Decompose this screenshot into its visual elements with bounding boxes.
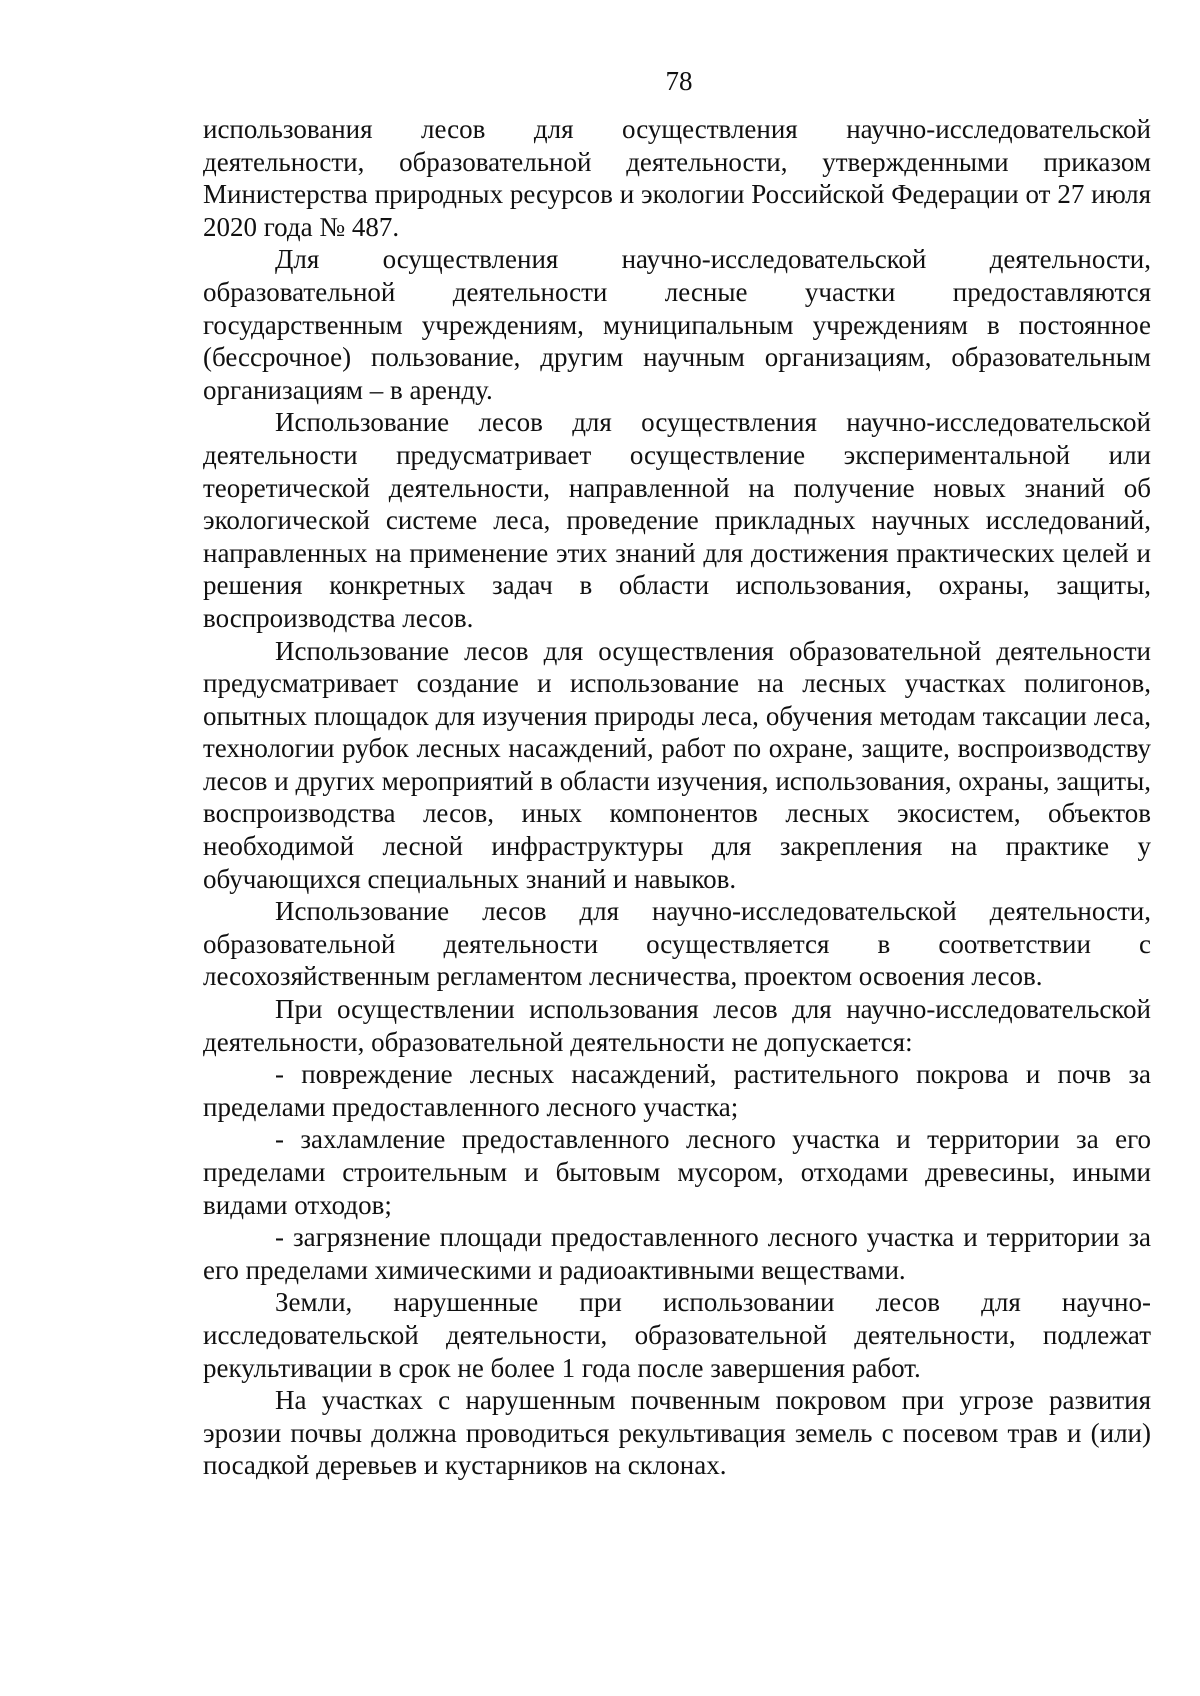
list-item-pollution: - загрязнение площади предоставленного лесного участка и территории за его пределами химическими и радиоактивными веществами.: [203, 1222, 1151, 1285]
paragraph-1: использования лесов для осуществления научно-исследовательской деятельности, образовательной деятельности, утвержденными приказом Министерства природных ресурсов и экологии Российской Федерации от 27 июля 2020 года № 487.: [203, 114, 1151, 242]
paragraph-11: На участках с нарушенным почвенным покровом при угрозе развития эрозии почвы должна проводиться рекультивация земель с посевом трав и (или) посадкой деревьев и кустарников на склонах.: [203, 1385, 1151, 1481]
paragraph-10: Земли, нарушенные при использовании лесов для научно-исследовательской деятельности, образовательной деятельности, подлежат рекультивации в срок не более 1 года после завершения работ.: [203, 1287, 1151, 1383]
paragraph-6: При осуществлении использования лесов для научно-исследовательской деятельности, образовательной деятельности не допускается:: [203, 994, 1151, 1057]
document-body: [203, 113, 1151, 1482]
paragraph-4: Использование лесов для осуществления образовательной деятельности предусматривает создание и использование на лесных участках полигонов, опытных площадок для изучения природы леса, обучения методам таксации леса, технологии рубок лесных насаждений, работ по охране, защите, воспроизводству лесов и других мероприятий в области изучения, использования, охраны, защиты, воспроизводства лесов, иных компонентов лесных экосистем, объектов необходимой лесной инфраструктуры для закрепления на практике у обучающихся специальных знаний и навыков.: [203, 635, 1151, 894]
paragraph-5: Использование лесов для научно-исследовательской деятельности, образовательной деятельности осуществляется в соответствии с лесохозяйственным регламентом лесничества, проектом освоения лесов.: [203, 896, 1151, 992]
paragraph-2: Для осуществления научно-исследовательской деятельности, образовательной деятельности лесные участки предоставляются государственным учреждениям, муниципальным учреждениям в постоянное (бессрочное) пользование, другим научным организациям, образовательным организациям – в аренду.: [203, 244, 1151, 405]
list-item-damage: - повреждение лесных насаждений, растительного покрова и почв за пределами предоставленного лесного участка;: [203, 1059, 1151, 1122]
paragraph-3: Использование лесов для осуществления научно-исследовательской деятельности предусматривает осуществление экспериментальной или теоретической деятельности, направленной на получение новых знаний об экологической системе леса, проведение прикладных научных исследований, направленных на применение этих знаний для достижения практических целей и решения конкретных задач в области использования, охраны, защиты, воспроизводства лесов.: [203, 407, 1151, 633]
list-item-littering: - захламление предоставленного лесного участка и территории за его пределами строительным и бытовым мусором, отходами древесины, иными видами отходов;: [203, 1124, 1151, 1220]
page-number: 78: [665, 66, 693, 96]
